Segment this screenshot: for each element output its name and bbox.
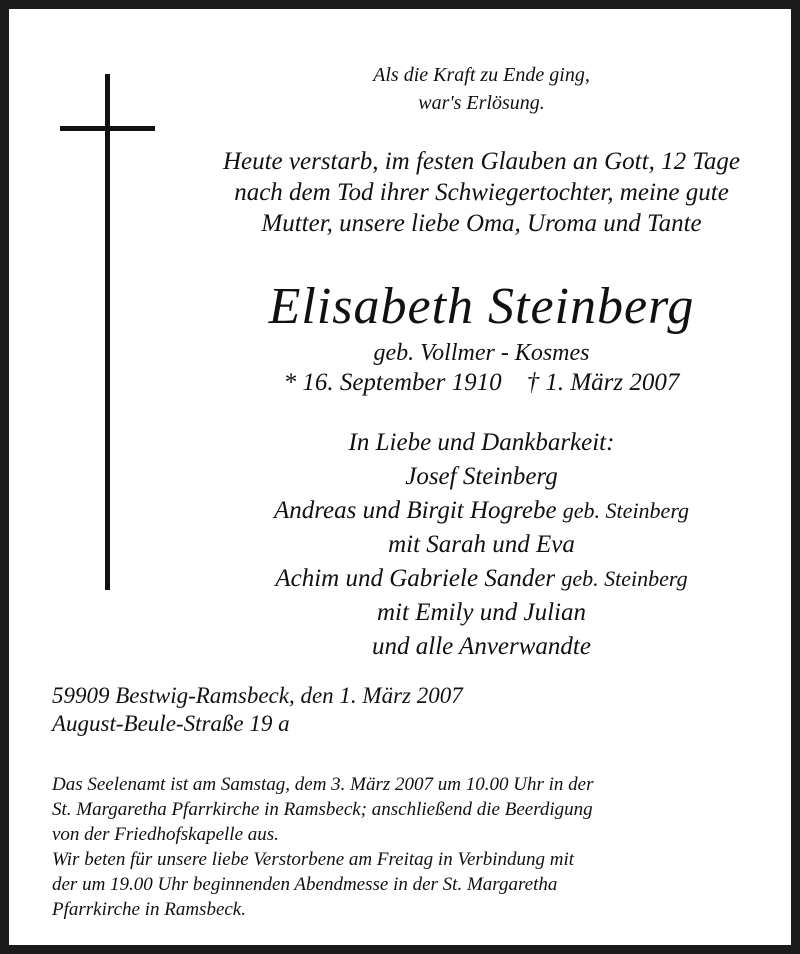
notice-line: Pfarrkirche in Ramsbeck. <box>52 899 246 920</box>
notice-line: St. Margaretha Pfarrkirche in Ramsbeck; anschließend die Beerdigung <box>52 799 593 820</box>
notice-line: Das Seelenamt ist am Samstag, dem 3. März 2007 um 10.00 Uhr in der <box>52 774 594 795</box>
intro-line: nach dem Tod ihrer Schwiegertochter, meine gute <box>234 179 729 206</box>
deceased-name: Elisabeth Steinberg <box>268 278 695 335</box>
mourner-line <box>154 562 800 596</box>
mourners-heading: In Liebe und Dankbarkeit: <box>348 429 615 456</box>
mourner-names: Achim und Gabriele Sander <box>275 565 556 592</box>
mourner-names: Andreas und Birgit Hogrebe <box>273 497 557 524</box>
cross-icon-crossbar <box>60 126 155 131</box>
birth-date: * 16. September 1910 <box>283 369 502 396</box>
address-street: August-Beule-Straße 19 a <box>52 711 290 736</box>
intro-line: Heute verstarb, im festen Glauben an Gott, 12 Tage <box>222 148 741 175</box>
intro-line: Mutter, unsere liebe Oma, Uroma und Tante <box>261 210 702 237</box>
motto-line: war's Erlösung. <box>418 92 545 114</box>
notice-line: von der Friedhofskapelle aus. <box>52 824 279 845</box>
notice-line: Wir beten für unsere liebe Verstorbene am Freitag in Verbindung mit <box>52 849 575 870</box>
mourner-line: mit Emily und Julian <box>377 599 586 626</box>
address-place-date: 59909 Bestwig-Ramsbeck, den 1. März 2007 <box>52 683 463 708</box>
mourner-line: Josef Steinberg <box>405 463 558 490</box>
mourner-line: mit Sarah und Eva <box>388 531 575 558</box>
notice-line: der um 19.00 Uhr beginnenden Abendmesse in der St. Margaretha <box>52 874 558 895</box>
mourner-birth-name: geb. Steinberg <box>561 566 688 591</box>
cross-icon <box>105 74 110 590</box>
death-date: † 1. März 2007 <box>526 369 680 396</box>
motto-line: Als die Kraft zu Ende ging, <box>373 64 590 86</box>
birth-name: geb. Vollmer - Kosmes <box>373 340 590 366</box>
mourner-birth-name: geb. Steinberg <box>562 498 690 523</box>
mourner-line <box>154 494 800 528</box>
mourner-line: und alle Anverwandte <box>372 633 591 660</box>
life-dates <box>154 367 800 399</box>
